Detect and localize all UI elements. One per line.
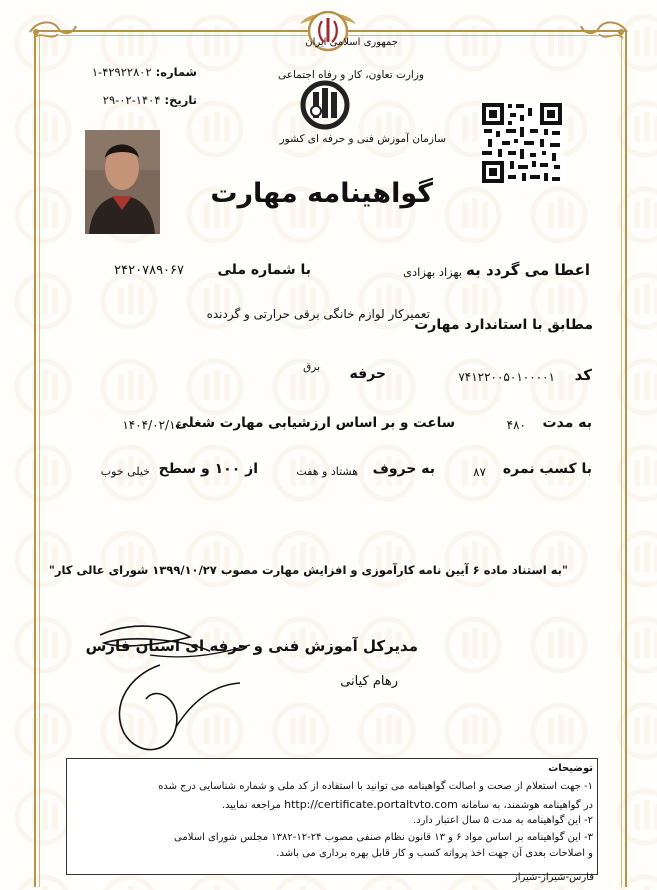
government-name: جمهوری اسلامی ایران bbox=[305, 37, 398, 48]
number-value: ۴۲۹۲۲۸۰۲-۱ bbox=[91, 65, 152, 79]
number-label: شماره: bbox=[155, 65, 197, 79]
certificate-number bbox=[67, 65, 197, 79]
level-value: خیلی خوب bbox=[100, 465, 150, 478]
note-line-2-start: در گواهینامه هوشمند، به سامانه bbox=[461, 800, 593, 811]
duration-hours: ۴۸۰ bbox=[506, 418, 526, 432]
issue-location: فارس-شیراز-شیراز bbox=[512, 872, 594, 883]
trade-label: حرفه bbox=[349, 366, 386, 382]
issued-to-label: اعطا می گردد به bbox=[466, 261, 590, 279]
notes-box bbox=[66, 758, 598, 875]
score-words-label: به حروف bbox=[372, 461, 435, 477]
organization-name: سازمان آموزش فنی و حرفه ای کشور bbox=[279, 133, 446, 145]
level-label: از ۱۰۰ و سطح bbox=[158, 461, 258, 477]
note-line-4: ۳- این گواهینامه بر اساس مواد ۶ و ۱۳ قانون نظام صنفی مصوب ۲۴-۱۲-۱۳۸۲ مجلس شورای اسلامی bbox=[174, 832, 593, 843]
trade-value: برق bbox=[303, 361, 320, 373]
score-value: ۸۷ bbox=[473, 465, 486, 479]
national-id-label: با شماره ملی bbox=[217, 262, 311, 278]
verification-url[interactable]: http://certificate.portaltvto.com bbox=[284, 798, 458, 811]
certificate-title: گواهینامه مهارت bbox=[210, 178, 433, 209]
notes-heading: توضیحات bbox=[548, 763, 593, 774]
standard-label: مطابق با استاندارد مهارت bbox=[414, 317, 593, 333]
date-label: تاریخ: bbox=[164, 93, 197, 107]
tvto-logo-icon bbox=[296, 80, 354, 130]
ministry-name: وزارت تعاون، کار و رفاه اجتماعی bbox=[277, 69, 424, 81]
note-line-5: و اصلاحات بعدی آن جهت اخذ پروانه کسب و کار قابل بهره برداری می باشد. bbox=[276, 848, 593, 859]
code-value: ۷۴۱۲۲۰۰۵۰۱۰۰۰۰۱ bbox=[458, 370, 555, 384]
score-label: با کسب نمره bbox=[502, 461, 592, 477]
assessment-text: ساعت و بر اساس ارزشیابی مهارت شغلی bbox=[174, 415, 455, 431]
note-line-3: ۲- این گواهینامه به مدت ۵ سال اعتبار دارد. bbox=[413, 815, 593, 826]
certificate-date bbox=[74, 93, 197, 107]
note-line-2 bbox=[222, 798, 593, 811]
code-label: کد bbox=[574, 366, 592, 384]
legal-basis-text: "به استناد ماده ۶ آیین نامه کارآموزی و افزایش مهارت مصوب ۱۳۹۹/۱۰/۲۷ شورای عالی کار" bbox=[48, 563, 568, 577]
score-words-value: هشتاد و هفت bbox=[296, 465, 358, 478]
holder-name: بهزاد بهزادی bbox=[403, 265, 462, 279]
verification-qr-code bbox=[480, 101, 564, 185]
duration-label: به مدت bbox=[542, 415, 592, 431]
standard-name: تعمیرکار لوازم خانگی برقی حرارتی و گردنده bbox=[206, 307, 430, 321]
holder-photo bbox=[85, 130, 160, 234]
national-id-value: ۲۴۲۰۷۸۹۰۶۷ bbox=[114, 263, 184, 278]
director-name: رهام کیانی bbox=[340, 674, 398, 689]
date-value: ۱۴۰۴-۰۲-۲۹ bbox=[102, 93, 161, 107]
note-line-1: ۱- جهت استعلام از صحت و اصالت گواهینامه می توانید با استفاده از کد ملی و شماره شناسایی درج شده bbox=[158, 781, 593, 792]
assessment-date: ۱۴۰۴/۰۲/۱۶ bbox=[122, 418, 182, 432]
corner-ornament-right bbox=[579, 18, 629, 48]
note-line-2-end: مراجعه نمایید. bbox=[221, 800, 281, 811]
director-title: مدیرکل آموزش فنی و حرفه ای استان فارس bbox=[85, 637, 418, 655]
corner-ornament-left bbox=[28, 18, 78, 48]
